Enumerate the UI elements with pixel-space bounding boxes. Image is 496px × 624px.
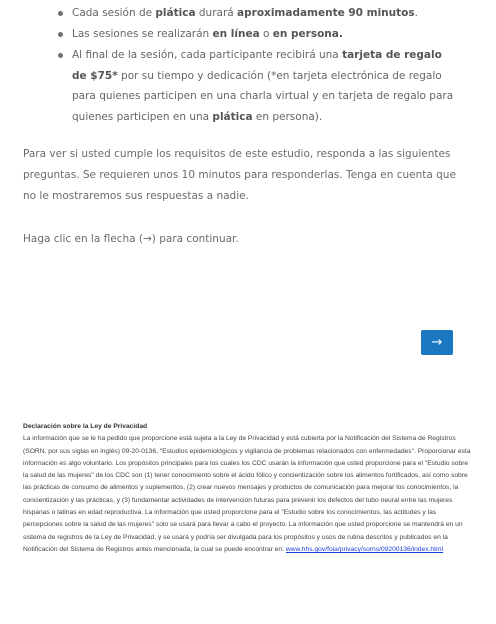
bullet-text-bold: en línea bbox=[212, 28, 260, 40]
bullet-text: o bbox=[259, 28, 273, 40]
bullet-text-bold: en persona. bbox=[272, 28, 343, 40]
continue-instruction: Haga clic en la flecha (→) para continuar. bbox=[23, 233, 239, 245]
bullet-dot bbox=[58, 53, 63, 58]
bullet-format bbox=[72, 24, 456, 45]
bullet-dot bbox=[58, 11, 63, 16]
next-button[interactable] bbox=[421, 330, 453, 355]
bullet-duration bbox=[72, 3, 456, 24]
bullet-text: por su tiempo y dedicación (*en tarjeta electrónica de regalo para quienes participen en una charla virtual y en tarjeta de regalo para quienes participen en una bbox=[72, 69, 454, 123]
bullet-text-bold: plática bbox=[155, 7, 196, 19]
bullet-text: durará bbox=[195, 7, 238, 19]
bullet-gift-card bbox=[72, 45, 456, 127]
bullet-text: Cada sesión de bbox=[72, 7, 156, 19]
sorn-link[interactable]: www.hhs.gov/foia/privacy/sorns/09200136/index.html bbox=[285, 545, 444, 553]
bullet-text: . bbox=[414, 7, 418, 19]
bullet-text-bold: tarjeta de regalo de $75* bbox=[72, 49, 442, 82]
intro-paragraph: Para ver si usted cumple los requisitos de este estudio, responda a las siguientes preguntas. Se requieren unos 10 minutos para responderlas. Tenga en cuenta que no le mostraremos sus respuestas a nadie. bbox=[23, 148, 456, 202]
bullet-text: en persona). bbox=[252, 110, 323, 123]
bullet-text-bold: aproximadamente 90 minutos bbox=[237, 7, 415, 19]
privacy-title: Declaración sobre la Ley de Privacidad bbox=[23, 423, 148, 430]
bullet-dot bbox=[58, 32, 63, 37]
privacy-statement bbox=[23, 421, 473, 556]
privacy-body: La información que se le ha pedido que proporcione está sujeta a la Ley de Privacidad y está cubierta por la Notificación del Sistema de Registros (SORN, por sus siglas en inglés) 09-20-0136, "Estudios epidemiológicos y vigilancia de problemas relacionados con enfermedades". Proporcionar esta información es algo voluntario. Los propósitos principales para los cuales los CDC usarán la información que usted proporcione para el "Estudio sobre la salud de las mujeres" de los CDC son (1) tener conocimiento sobre el ácido fólico y concientización sobre los alimentos fortificados, así como sobre las prácticas de consumo de alimentos y suplementos, (2) crear nuevos mensajes y productos de comunicación para mejorar los conocimientos, la concientización y las prácticas, y (3) fundamentar actividades de intervención futuras para prevenir los defectos del tubo neural entre las mujeres hispanas o latinas en edad reproductiva. La información que usted proporcione para el "Estudio sobre los conocimientos, las actitudes y las percepciones sobre la salud de las mujeres" solo se usará para llevar a cabo el proyecto. La información que usted proporcione se mantendrá en un sistema de registros de la Ley de Privacidad, y se usará y podría ser divulgada para los propósitos y usos de rutina descritos y publicados en la Notificación del Sistema de Registros antes mencionada, la cual se puede encontrar en: bbox=[23, 435, 471, 553]
arrow-right-icon: → bbox=[431, 335, 443, 350]
bullet-text: Las sesiones se realizarán bbox=[72, 28, 213, 40]
bullet-text: Al final de la sesión, cada participante recibirá una bbox=[72, 49, 343, 61]
bullet-text-bold: plática bbox=[212, 110, 253, 123]
